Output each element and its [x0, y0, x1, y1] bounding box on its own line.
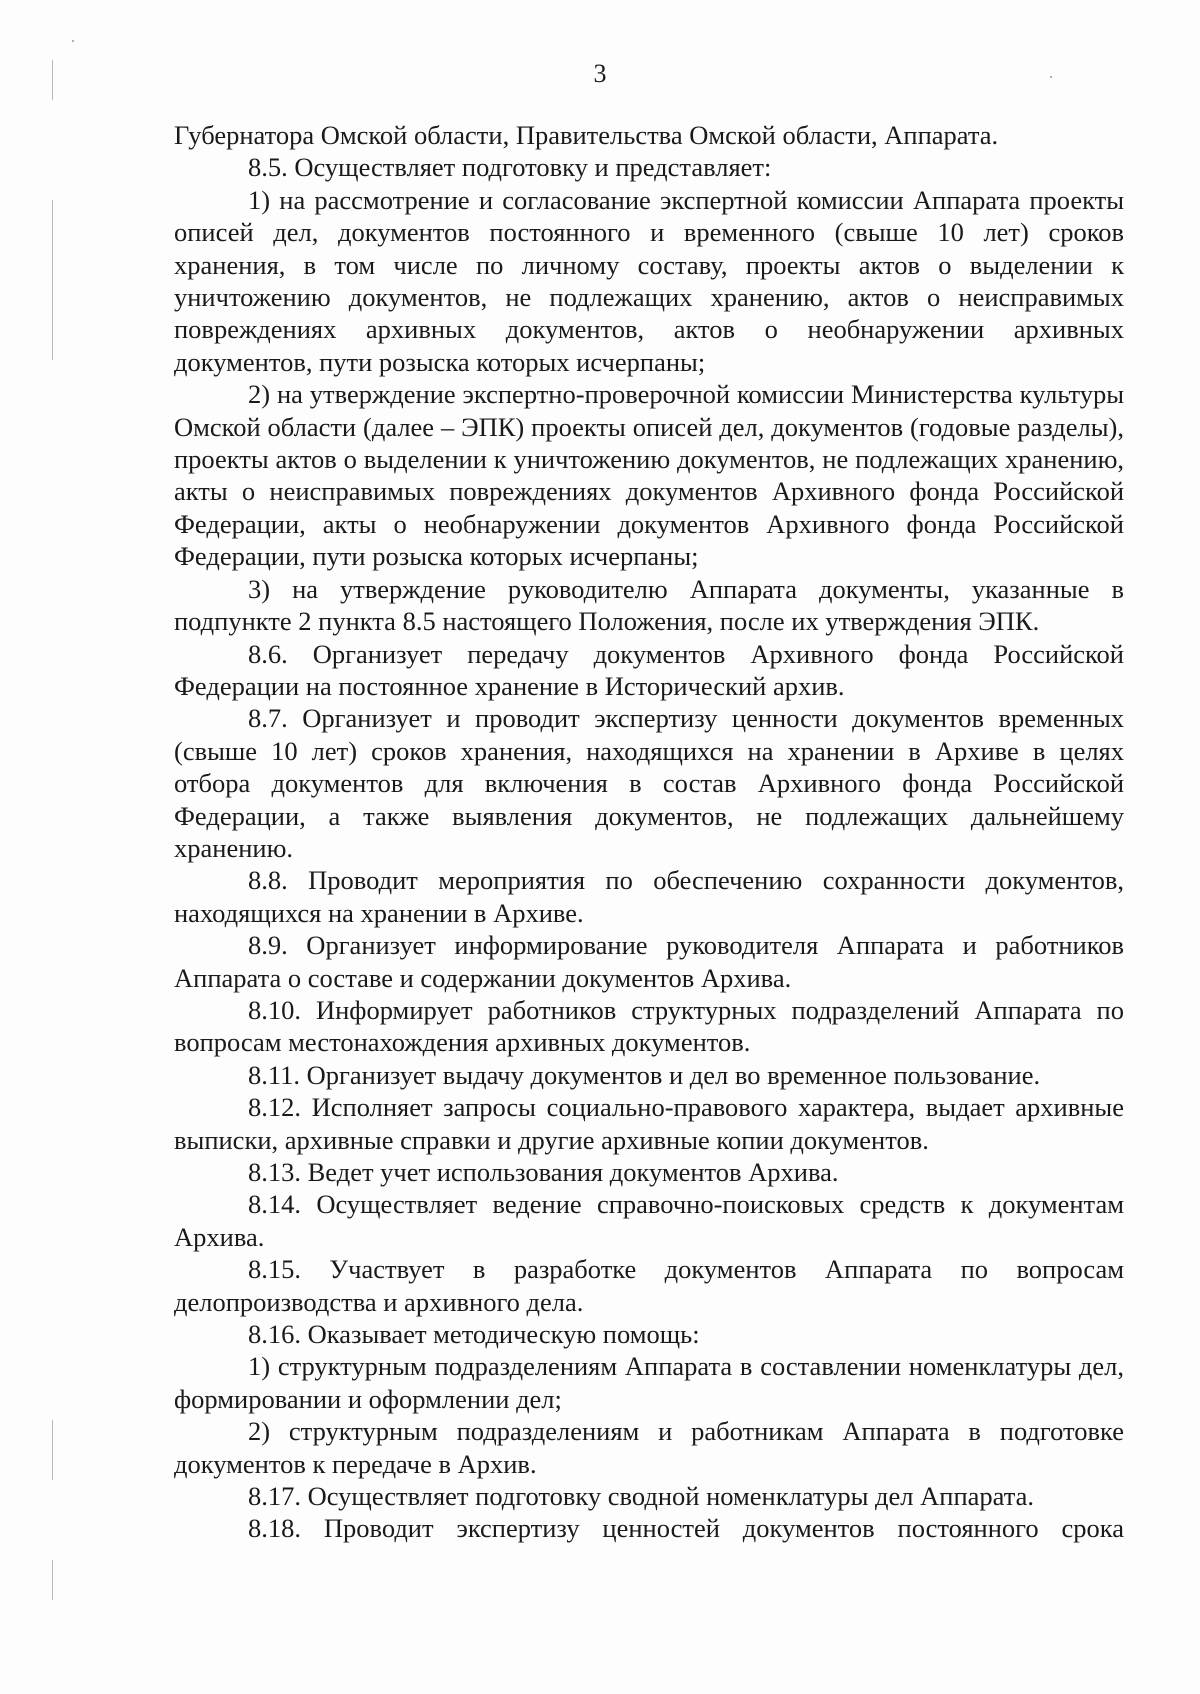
page-number: 3 — [593, 59, 607, 88]
paragraph: 1) структурным подразделениям Аппарата в составлении номенклатуры дел, формировании и оформлении дел; — [174, 1351, 1124, 1414]
paragraph: Губернатора Омской области, Правительства Омской области, Аппарата. — [174, 120, 999, 150]
scan-artifact-line — [52, 200, 53, 360]
paragraph: 8.14. Осуществляет ведение справочно-поисковых средств к документам Архива. — [174, 1189, 1124, 1252]
scan-artifact-line — [52, 1560, 53, 1600]
paragraph: 8.5. Осуществляет подготовку и представляет: — [248, 152, 772, 183]
paragraph: 8.6. Организует передачу документов Архивного фонда Российской Федерации на постоянное хранение в Исторический архив. — [174, 638, 1124, 701]
paragraph-continued: 8.18. Проводит экспертизу ценностей документов постоянного срока — [248, 1513, 1124, 1544]
paragraph: 2) на утверждение экспертно-проверочной комиссии Министерства культуры Омской области (далее – ЭПК) проекты описей дел, документов (годовые разделы), проекты актов о выделении к уничтожению документов, не подлежащих хранению, акты о неисправимых повреждениях документов Архивного фонда Российской Федерации, акты о необнаружении документов Архивного фонда Российской Федерации, пути розыска которых исчерпаны; — [174, 379, 1124, 572]
paragraph: 1) на рассмотрение и согласование экспертной комиссии Аппарата проекты описей дел, документов постоянного и временного (свыше 10 лет) сроков хранения, в том числе по личному составу, проекты актов о выделении к уничтожению документов, не подлежащих хранению, актов о неисправимых повреждениях архивных документов, актов о необнаружении архивных документов, пути розыска которых исчерпаны; — [174, 184, 1124, 377]
paragraph: 8.8. Проводит мероприятия по обеспечению сохранности документов, находящихся на хранении в Архиве. — [174, 865, 1124, 928]
paragraph: 8.7. Организует и проводит экспертизу ценности документов временных (свыше 10 лет) сроков хранения, находящихся на хранении в Архиве в целях отбора документов для включения в состав Архивного фонда Российской Федерации, а также выявления документов, не подлежащих дальнейшему хранению. — [174, 703, 1124, 863]
scan-artifact-dot — [72, 40, 74, 42]
paragraph: 8.9. Организует информирование руководителя Аппарата и работников Аппарата о составе и содержании документов Архива. — [174, 930, 1124, 993]
document-body — [174, 119, 1124, 1545]
paragraph: 8.12. Исполняет запросы социально-правового характера, выдает архивные выписки, архивные справки и другие архивные копии документов. — [174, 1092, 1124, 1155]
paragraph: 2) структурным подразделениям и работникам Аппарата в подготовке документов к передаче в Архив. — [174, 1416, 1124, 1479]
paragraph: 3) на утверждение руководителю Аппарата документы, указанные в подпункте 2 пункта 8.5 настоящего Положения, после их утверждения ЭПК. — [174, 573, 1124, 637]
paragraph: 8.17. Осуществляет подготовку сводной номенклатуры дел Аппарата. — [248, 1481, 1035, 1512]
scan-artifact-line — [52, 1420, 53, 1480]
paragraph: 8.16. Оказывает методическую помощь: — [248, 1319, 700, 1350]
paragraph: 8.13. Ведет учет использования документов Архива. — [248, 1157, 839, 1187]
paragraph: 8.10. Информирует работников структурных подразделений Аппарата по вопросам местонахождения архивных документов. — [174, 994, 1124, 1058]
paragraph: 8.15. Участвует в разработке документов Аппарата по вопросам делопроизводства и архивного дела. — [174, 1254, 1124, 1317]
paragraph: 8.11. Организует выдачу документов и дел во временное пользование. — [248, 1059, 1041, 1090]
